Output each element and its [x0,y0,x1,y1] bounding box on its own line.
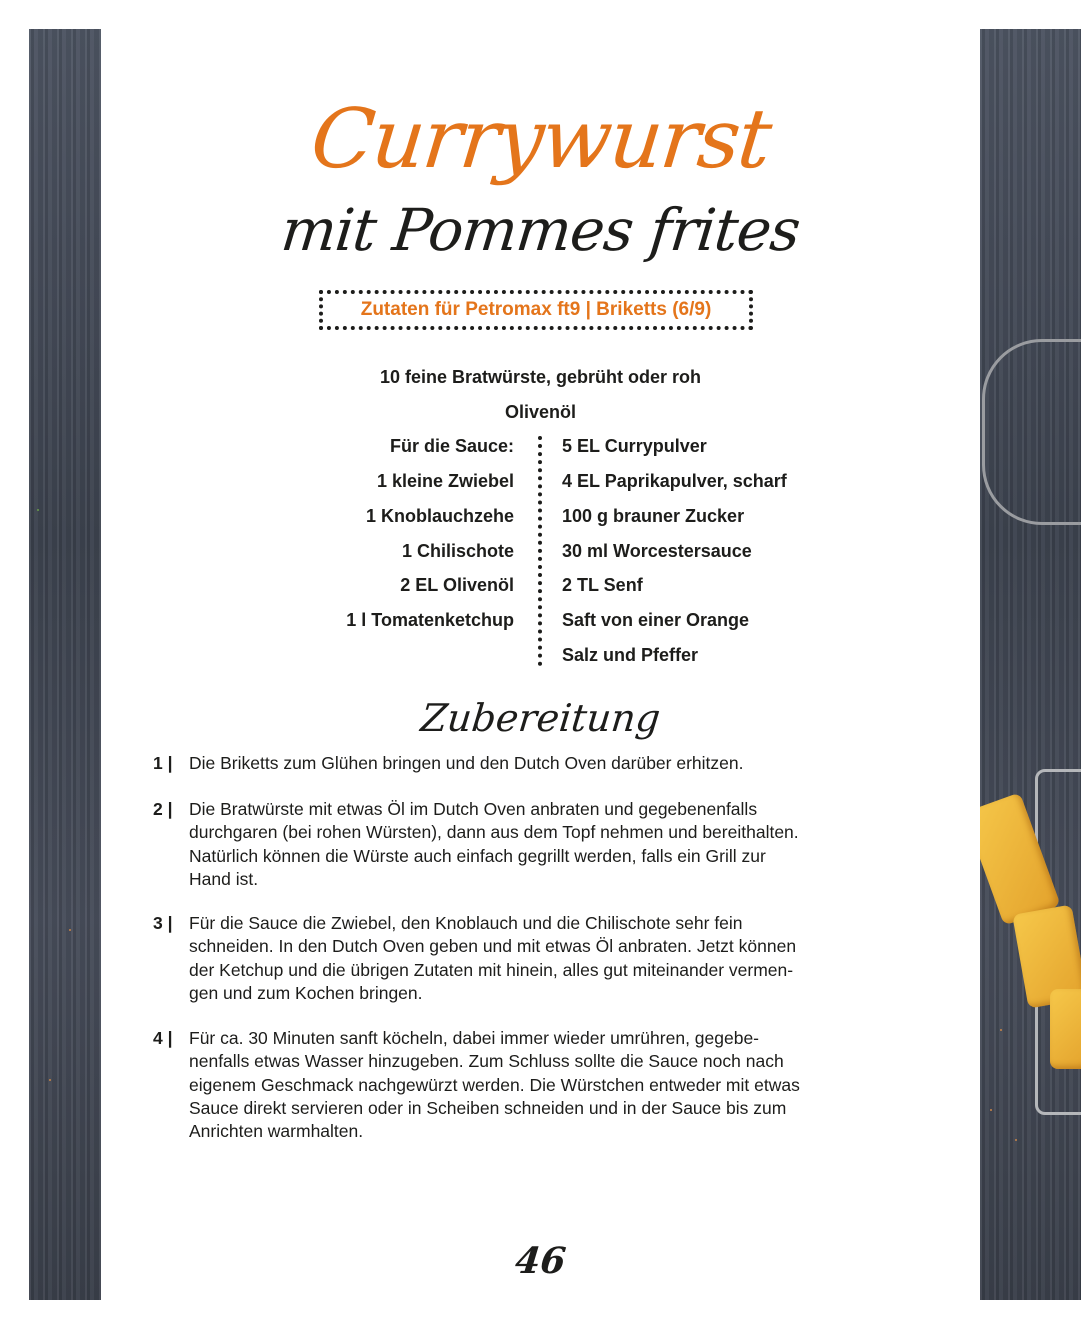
step-number: 3 | [153,913,173,933]
page-number: 46 [513,1240,568,1282]
recipe-subtitle: mit Pommes frites [278,196,803,264]
ingredient-right: 2 TL Senf [562,575,643,595]
herb-speck [37,509,39,511]
spice-speck [1000,1029,1002,1031]
step-number: 4 | [153,1028,173,1048]
spice-speck [49,1079,51,1081]
step-text: Für die Sauce die Zwiebel, den Knoblauch und die Chilischote sehr fein schneiden. In den Dutch Oven geben und mit etwas Öl anbraten. Jetzt können der Ketchup und die übrigen Zutaten mit hinein, alles gut miteinander vermen- gen und zum Kochen bringen. [189,913,797,1003]
spice-speck [69,929,71,931]
ingredient-left: 1 Chilischote [401,541,514,561]
step-text: Für ca. 30 Minuten sanft köcheln, dabei immer wieder umrühren, gegebe- nenfalls etwas Wasser hinzugeben. Zum Schluss sollte die Sauce noch nach eigenem Geschmack nachgewürzt werden. Die Würstchen entweder mit etwas Sauce direkt servieren oder in Scheiben schneiden und in der Sauce bis zum Anrichten warmhalten. [189,1028,800,1142]
preparation-heading: Zubereitung [418,696,663,740]
ingredients-header-badge: Zutaten für Petromax ft9 | Briketts (6/9) [319,290,753,330]
column-divider [538,436,542,666]
ingredient-line: Olivenöl [504,402,576,422]
step-number: 2 | [153,799,173,819]
french-fry [1050,989,1081,1069]
ingredient-left: 2 EL Olivenöl [400,575,514,595]
step-text: Die Bratwürste mit etwas Öl im Dutch Oven anbraten und gegebenenfalls durchgaren (bei rohen Würsten), dann aus dem Topf nehmen und bereithalten. Natürlich können die Würste auch einfach gegrillt werden, falls ein Grill zur Hand ist. [189,799,799,889]
ingredient-left: 1 Knoblauchzehe [365,506,514,526]
ingredient-right: Salz und Pfeffer [562,645,699,665]
ingredient-line: 10 feine Bratwürste, gebrüht oder roh [379,367,702,387]
preparation-step [153,752,933,775]
step-number: 1 | [153,753,173,773]
ingredient-right: 5 EL Currypulver [562,436,707,456]
step-text: Die Briketts zum Glühen bringen und den Dutch Oven darüber erhitzen. [189,753,744,773]
preparation-step [153,798,933,891]
sauce-label: Für die Sauce: [389,436,514,456]
ingredient-right: Saft von einer Orange [562,610,750,630]
recipe-title: Currywurst [306,92,775,187]
ingredient-right: 4 EL Paprikapulver, scharf [562,471,787,491]
preparation-step [153,1027,933,1143]
ingredient-left: 1 l Tomatenketchup [346,610,514,630]
spice-speck [990,1109,992,1111]
ingredient-right: 30 ml Worcestersauce [562,541,752,561]
spice-speck [1015,1139,1017,1141]
ingredient-left: 1 kleine Zwiebel [376,471,514,491]
preparation-step [153,912,933,1005]
ingredient-right: 100 g brauner Zucker [562,506,745,526]
